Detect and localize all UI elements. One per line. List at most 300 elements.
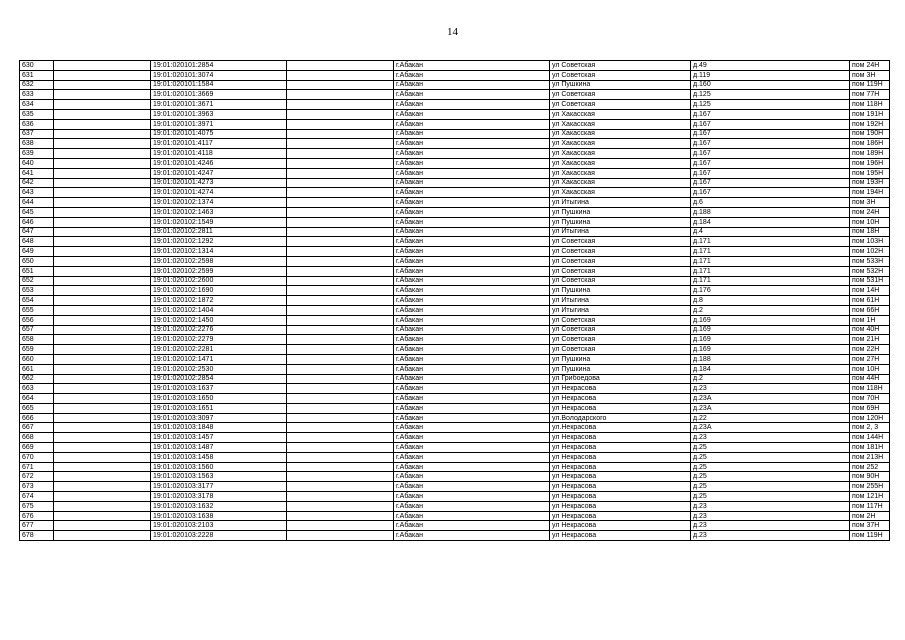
city-cell: г.Абакан bbox=[394, 227, 550, 237]
street-cell: ул Итыгина bbox=[550, 198, 691, 208]
registry-table bbox=[19, 60, 890, 541]
cadastral-number-cell: 19:01:020103:2228 bbox=[151, 531, 287, 541]
page-number: 14 bbox=[447, 26, 458, 38]
premises-cell: пом 3Н bbox=[850, 198, 890, 208]
city-cell: г.Абакан bbox=[394, 325, 550, 335]
empty-cell bbox=[54, 433, 151, 443]
premises-cell: пом 10Н bbox=[850, 217, 890, 227]
empty-cell bbox=[54, 158, 151, 168]
street-cell: ул Некрасова bbox=[550, 394, 691, 404]
row-number-cell: 647 bbox=[20, 227, 54, 237]
row-number-cell: 653 bbox=[20, 286, 54, 296]
house-number-cell: д.184 bbox=[691, 364, 850, 374]
table-row bbox=[20, 158, 890, 168]
table-row bbox=[20, 61, 890, 71]
cadastral-number-cell: 19:01:020103:1848 bbox=[151, 423, 287, 433]
empty-cell bbox=[54, 237, 151, 247]
premises-cell: пом 61Н bbox=[850, 296, 890, 306]
premises-cell: пом 3Н bbox=[850, 70, 890, 80]
street-cell: ул Некрасова bbox=[550, 452, 691, 462]
city-cell: г.Абакан bbox=[394, 482, 550, 492]
table-row bbox=[20, 237, 890, 247]
city-cell: г.Абакан bbox=[394, 276, 550, 286]
city-cell: г.Абакан bbox=[394, 462, 550, 472]
house-number-cell: д.25 bbox=[691, 443, 850, 453]
house-number-cell: д.184 bbox=[691, 217, 850, 227]
empty-cell bbox=[54, 501, 151, 511]
empty-cell bbox=[54, 217, 151, 227]
cadastral-number-cell: 19:01:020101:2854 bbox=[151, 61, 287, 71]
premises-cell: пом 44Н bbox=[850, 374, 890, 384]
street-cell: ул Советская bbox=[550, 247, 691, 257]
house-number-cell: д.125 bbox=[691, 90, 850, 100]
empty-cell bbox=[54, 394, 151, 404]
street-cell: ул Некрасова bbox=[550, 511, 691, 521]
house-number-cell: д.2 bbox=[691, 374, 850, 384]
city-cell: г.Абакан bbox=[394, 296, 550, 306]
cadastral-number-cell: 19:01:020101:3671 bbox=[151, 100, 287, 110]
city-cell: г.Абакан bbox=[394, 492, 550, 502]
empty-cell bbox=[287, 433, 394, 443]
cadastral-number-cell: 19:01:020103:2103 bbox=[151, 521, 287, 531]
cadastral-number-cell: 19:01:020102:2530 bbox=[151, 364, 287, 374]
table-row bbox=[20, 433, 890, 443]
row-number-cell: 648 bbox=[20, 237, 54, 247]
row-number-cell: 673 bbox=[20, 482, 54, 492]
city-cell: г.Абакан bbox=[394, 403, 550, 413]
empty-cell bbox=[287, 472, 394, 482]
cadastral-number-cell: 19:01:020103:3177 bbox=[151, 482, 287, 492]
city-cell: г.Абакан bbox=[394, 198, 550, 208]
street-cell: ул Итыгина bbox=[550, 227, 691, 237]
house-number-cell: д.169 bbox=[691, 335, 850, 345]
empty-cell bbox=[54, 168, 151, 178]
empty-cell bbox=[287, 492, 394, 502]
house-number-cell: д.167 bbox=[691, 178, 850, 188]
premises-cell: пом 27Н bbox=[850, 354, 890, 364]
city-cell: г.Абакан bbox=[394, 305, 550, 315]
house-number-cell: д.25 bbox=[691, 472, 850, 482]
row-number-cell: 666 bbox=[20, 413, 54, 423]
city-cell: г.Абакан bbox=[394, 217, 550, 227]
empty-cell bbox=[54, 413, 151, 423]
empty-cell bbox=[287, 266, 394, 276]
house-number-cell: д.169 bbox=[691, 315, 850, 325]
row-number-cell: 649 bbox=[20, 247, 54, 257]
city-cell: г.Абакан bbox=[394, 433, 550, 443]
street-cell: ул Хакасская bbox=[550, 119, 691, 129]
city-cell: г.Абакан bbox=[394, 315, 550, 325]
table-row bbox=[20, 149, 890, 159]
premises-cell: пом 103Н bbox=[850, 237, 890, 247]
cadastral-number-cell: 19:01:020101:3074 bbox=[151, 70, 287, 80]
city-cell: г.Абакан bbox=[394, 335, 550, 345]
row-number-cell: 646 bbox=[20, 217, 54, 227]
empty-cell bbox=[54, 256, 151, 266]
table-row bbox=[20, 364, 890, 374]
cadastral-number-cell: 19:01:020102:1374 bbox=[151, 198, 287, 208]
empty-cell bbox=[287, 521, 394, 531]
row-number-cell: 667 bbox=[20, 423, 54, 433]
premises-cell: пом 189Н bbox=[850, 149, 890, 159]
street-cell: ул Хакасская bbox=[550, 178, 691, 188]
empty-cell bbox=[54, 472, 151, 482]
city-cell: г.Абакан bbox=[394, 394, 550, 404]
house-number-cell: д.171 bbox=[691, 276, 850, 286]
row-number-cell: 630 bbox=[20, 61, 54, 71]
street-cell: ул.Володарского bbox=[550, 413, 691, 423]
house-number-cell: д.6 bbox=[691, 198, 850, 208]
premises-cell: пом 102Н bbox=[850, 247, 890, 257]
table-row bbox=[20, 403, 890, 413]
row-number-cell: 637 bbox=[20, 129, 54, 139]
cadastral-number-cell: 19:01:020103:1632 bbox=[151, 501, 287, 511]
table-row bbox=[20, 296, 890, 306]
empty-cell bbox=[287, 198, 394, 208]
street-cell: ул Советская bbox=[550, 100, 691, 110]
table-row bbox=[20, 227, 890, 237]
row-number-cell: 641 bbox=[20, 168, 54, 178]
city-cell: г.Абакан bbox=[394, 286, 550, 296]
city-cell: г.Абакан bbox=[394, 364, 550, 374]
street-cell: ул Пушкина bbox=[550, 217, 691, 227]
premises-cell: пом 119Н bbox=[850, 531, 890, 541]
empty-cell bbox=[54, 61, 151, 71]
table-row bbox=[20, 247, 890, 257]
empty-cell bbox=[287, 394, 394, 404]
city-cell: г.Абакан bbox=[394, 149, 550, 159]
street-cell: ул Советская bbox=[550, 276, 691, 286]
street-cell: ул Итыгина bbox=[550, 305, 691, 315]
row-number-cell: 636 bbox=[20, 119, 54, 129]
city-cell: г.Абакан bbox=[394, 374, 550, 384]
table-row bbox=[20, 70, 890, 80]
street-cell: ул Некрасова bbox=[550, 492, 691, 502]
row-number-cell: 663 bbox=[20, 384, 54, 394]
empty-cell bbox=[54, 315, 151, 325]
house-number-cell: д.23 bbox=[691, 511, 850, 521]
street-cell: ул Советская bbox=[550, 237, 691, 247]
city-cell: г.Абакан bbox=[394, 139, 550, 149]
empty-cell bbox=[287, 207, 394, 217]
house-number-cell: д.25 bbox=[691, 462, 850, 472]
table-row bbox=[20, 452, 890, 462]
empty-cell bbox=[54, 286, 151, 296]
table-row bbox=[20, 188, 890, 198]
city-cell: г.Абакан bbox=[394, 521, 550, 531]
row-number-cell: 654 bbox=[20, 296, 54, 306]
table-row bbox=[20, 462, 890, 472]
row-number-cell: 639 bbox=[20, 149, 54, 159]
premises-cell: пом 120Н bbox=[850, 413, 890, 423]
city-cell: г.Абакан bbox=[394, 501, 550, 511]
row-number-cell: 650 bbox=[20, 256, 54, 266]
cadastral-number-cell: 19:01:020102:1690 bbox=[151, 286, 287, 296]
cadastral-number-cell: 19:01:020101:4117 bbox=[151, 139, 287, 149]
empty-cell bbox=[54, 492, 151, 502]
premises-cell: пом 2, 3 bbox=[850, 423, 890, 433]
premises-cell: пом 119Н bbox=[850, 80, 890, 90]
empty-cell bbox=[54, 335, 151, 345]
empty-cell bbox=[287, 100, 394, 110]
premises-cell: пом 252 bbox=[850, 462, 890, 472]
house-number-cell: д.167 bbox=[691, 149, 850, 159]
cadastral-number-cell: 19:01:020101:4274 bbox=[151, 188, 287, 198]
house-number-cell: д.22 bbox=[691, 413, 850, 423]
premises-cell: пом 2Н bbox=[850, 511, 890, 521]
house-number-cell: д.125 bbox=[691, 100, 850, 110]
table-row bbox=[20, 100, 890, 110]
empty-cell bbox=[287, 70, 394, 80]
table-row bbox=[20, 315, 890, 325]
cadastral-number-cell: 19:01:020101:4118 bbox=[151, 149, 287, 159]
row-number-cell: 644 bbox=[20, 198, 54, 208]
street-cell: ул Советская bbox=[550, 335, 691, 345]
row-number-cell: 675 bbox=[20, 501, 54, 511]
empty-cell bbox=[54, 482, 151, 492]
premises-cell: пом 193Н bbox=[850, 178, 890, 188]
empty-cell bbox=[287, 227, 394, 237]
premises-cell: пом 195Н bbox=[850, 168, 890, 178]
cadastral-number-cell: 19:01:020102:2854 bbox=[151, 374, 287, 384]
city-cell: г.Абакан bbox=[394, 384, 550, 394]
empty-cell bbox=[287, 256, 394, 266]
premises-cell: пом 533Н bbox=[850, 256, 890, 266]
street-cell: ул Некрасова bbox=[550, 403, 691, 413]
premises-cell: пом 22Н bbox=[850, 345, 890, 355]
cadastral-number-cell: 19:01:020102:2279 bbox=[151, 335, 287, 345]
city-cell: г.Абакан bbox=[394, 61, 550, 71]
house-number-cell: д.171 bbox=[691, 237, 850, 247]
table-row bbox=[20, 423, 890, 433]
house-number-cell: д.167 bbox=[691, 168, 850, 178]
table-row bbox=[20, 325, 890, 335]
row-number-cell: 635 bbox=[20, 109, 54, 119]
house-number-cell: д.167 bbox=[691, 139, 850, 149]
cadastral-number-cell: 19:01:020103:1560 bbox=[151, 462, 287, 472]
city-cell: г.Абакан bbox=[394, 443, 550, 453]
premises-cell: пом 194Н bbox=[850, 188, 890, 198]
row-number-cell: 661 bbox=[20, 364, 54, 374]
premises-cell: пом 181Н bbox=[850, 443, 890, 453]
row-number-cell: 632 bbox=[20, 80, 54, 90]
city-cell: г.Абакан bbox=[394, 237, 550, 247]
empty-cell bbox=[287, 217, 394, 227]
table-row bbox=[20, 501, 890, 511]
empty-cell bbox=[287, 296, 394, 306]
street-cell: ул Хакасская bbox=[550, 188, 691, 198]
premises-cell: пом 10Н bbox=[850, 364, 890, 374]
city-cell: г.Абакан bbox=[394, 80, 550, 90]
street-cell: ул Итыгина bbox=[550, 296, 691, 306]
street-cell: ул Хакасская bbox=[550, 149, 691, 159]
street-cell: ул Советская bbox=[550, 325, 691, 335]
city-cell: г.Абакан bbox=[394, 119, 550, 129]
street-cell: ул Пушкина bbox=[550, 207, 691, 217]
cadastral-number-cell: 19:01:020102:2811 bbox=[151, 227, 287, 237]
city-cell: г.Абакан bbox=[394, 266, 550, 276]
cadastral-number-cell: 19:01:020101:3669 bbox=[151, 90, 287, 100]
empty-cell bbox=[54, 207, 151, 217]
empty-cell bbox=[54, 109, 151, 119]
empty-cell bbox=[54, 423, 151, 433]
cadastral-number-cell: 19:01:020102:1314 bbox=[151, 247, 287, 257]
house-number-cell: д.23 bbox=[691, 384, 850, 394]
row-number-cell: 656 bbox=[20, 315, 54, 325]
street-cell: ул Хакасская bbox=[550, 158, 691, 168]
street-cell: ул Советская bbox=[550, 90, 691, 100]
table-row bbox=[20, 374, 890, 384]
table-row bbox=[20, 178, 890, 188]
table-row bbox=[20, 276, 890, 286]
empty-cell bbox=[54, 462, 151, 472]
house-number-cell: д.160 bbox=[691, 80, 850, 90]
premises-cell: пом 190Н bbox=[850, 129, 890, 139]
premises-cell: пом 532Н bbox=[850, 266, 890, 276]
city-cell: г.Абакан bbox=[394, 413, 550, 423]
row-number-cell: 631 bbox=[20, 70, 54, 80]
empty-cell bbox=[54, 374, 151, 384]
table-row bbox=[20, 266, 890, 276]
premises-cell: пом 14Н bbox=[850, 286, 890, 296]
street-cell: ул Некрасова bbox=[550, 531, 691, 541]
row-number-cell: 640 bbox=[20, 158, 54, 168]
table-row bbox=[20, 472, 890, 482]
cadastral-number-cell: 19:01:020101:1584 bbox=[151, 80, 287, 90]
cadastral-number-cell: 19:01:020101:4246 bbox=[151, 158, 287, 168]
empty-cell bbox=[287, 443, 394, 453]
empty-cell bbox=[287, 501, 394, 511]
empty-cell bbox=[287, 403, 394, 413]
street-cell: ул Советская bbox=[550, 345, 691, 355]
city-cell: г.Абакан bbox=[394, 472, 550, 482]
premises-cell: пом 192Н bbox=[850, 119, 890, 129]
cadastral-number-cell: 19:01:020102:2599 bbox=[151, 266, 287, 276]
row-number-cell: 678 bbox=[20, 531, 54, 541]
cadastral-number-cell: 19:01:020102:1463 bbox=[151, 207, 287, 217]
premises-cell: пом 24Н bbox=[850, 61, 890, 71]
empty-cell bbox=[54, 80, 151, 90]
cadastral-number-cell: 19:01:020101:3963 bbox=[151, 109, 287, 119]
empty-cell bbox=[287, 178, 394, 188]
row-number-cell: 676 bbox=[20, 511, 54, 521]
city-cell: г.Абакан bbox=[394, 109, 550, 119]
empty-cell bbox=[287, 462, 394, 472]
house-number-cell: д.167 bbox=[691, 158, 850, 168]
house-number-cell: д.25 bbox=[691, 482, 850, 492]
empty-cell bbox=[287, 531, 394, 541]
house-number-cell: д.167 bbox=[691, 119, 850, 129]
city-cell: г.Абакан bbox=[394, 90, 550, 100]
table-row bbox=[20, 394, 890, 404]
table-row bbox=[20, 531, 890, 541]
city-cell: г.Абакан bbox=[394, 129, 550, 139]
row-number-cell: 655 bbox=[20, 305, 54, 315]
table-row bbox=[20, 345, 890, 355]
street-cell: ул Некрасова bbox=[550, 443, 691, 453]
cadastral-number-cell: 19:01:020102:1549 bbox=[151, 217, 287, 227]
row-number-cell: 634 bbox=[20, 100, 54, 110]
empty-cell bbox=[54, 276, 151, 286]
city-cell: г.Абакан bbox=[394, 178, 550, 188]
table-row bbox=[20, 384, 890, 394]
street-cell: ул Пушкина bbox=[550, 354, 691, 364]
row-number-cell: 633 bbox=[20, 90, 54, 100]
empty-cell bbox=[54, 511, 151, 521]
house-number-cell: д.167 bbox=[691, 188, 850, 198]
empty-cell bbox=[54, 443, 151, 453]
street-cell: ул Пушкина bbox=[550, 286, 691, 296]
cadastral-number-cell: 19:01:020101:4247 bbox=[151, 168, 287, 178]
row-number-cell: 652 bbox=[20, 276, 54, 286]
house-number-cell: д.23А bbox=[691, 394, 850, 404]
empty-cell bbox=[287, 188, 394, 198]
house-number-cell: д.8 bbox=[691, 296, 850, 306]
street-cell: ул Некрасова bbox=[550, 501, 691, 511]
table-row bbox=[20, 207, 890, 217]
city-cell: г.Абакан bbox=[394, 511, 550, 521]
house-number-cell: д.188 bbox=[691, 354, 850, 364]
house-number-cell: д.23 bbox=[691, 521, 850, 531]
empty-cell bbox=[54, 247, 151, 257]
empty-cell bbox=[287, 364, 394, 374]
row-number-cell: 659 bbox=[20, 345, 54, 355]
cadastral-number-cell: 19:01:020101:4273 bbox=[151, 178, 287, 188]
empty-cell bbox=[287, 482, 394, 492]
empty-cell bbox=[54, 325, 151, 335]
street-cell: ул Некрасова bbox=[550, 521, 691, 531]
city-cell: г.Абакан bbox=[394, 100, 550, 110]
empty-cell bbox=[287, 286, 394, 296]
table-row bbox=[20, 119, 890, 129]
cadastral-number-cell: 19:01:020103:1458 bbox=[151, 452, 287, 462]
table-row bbox=[20, 217, 890, 227]
row-number-cell: 674 bbox=[20, 492, 54, 502]
cadastral-number-cell: 19:01:020101:3971 bbox=[151, 119, 287, 129]
premises-cell: пом 40Н bbox=[850, 325, 890, 335]
premises-cell: пом 118Н bbox=[850, 384, 890, 394]
street-cell: ул.Некрасова bbox=[550, 423, 691, 433]
street-cell: ул Хакасская bbox=[550, 139, 691, 149]
empty-cell bbox=[54, 178, 151, 188]
empty-cell bbox=[287, 335, 394, 345]
empty-cell bbox=[287, 511, 394, 521]
empty-cell bbox=[54, 129, 151, 139]
cadastral-number-cell: 19:01:020102:1404 bbox=[151, 305, 287, 315]
city-cell: г.Абакан bbox=[394, 188, 550, 198]
city-cell: г.Абакан bbox=[394, 531, 550, 541]
row-number-cell: 668 bbox=[20, 433, 54, 443]
premises-cell: пом 1Н bbox=[850, 315, 890, 325]
city-cell: г.Абакан bbox=[394, 158, 550, 168]
table-row bbox=[20, 521, 890, 531]
premises-cell: пом 90Н bbox=[850, 472, 890, 482]
empty-cell bbox=[54, 305, 151, 315]
row-number-cell: 671 bbox=[20, 462, 54, 472]
empty-cell bbox=[54, 384, 151, 394]
cadastral-number-cell: 19:01:020102:2281 bbox=[151, 345, 287, 355]
premises-cell: пом 66Н bbox=[850, 305, 890, 315]
row-number-cell: 651 bbox=[20, 266, 54, 276]
empty-cell bbox=[287, 168, 394, 178]
empty-cell bbox=[287, 149, 394, 159]
street-cell: ул Советская bbox=[550, 61, 691, 71]
empty-cell bbox=[287, 423, 394, 433]
cadastral-number-cell: 19:01:020103:3097 bbox=[151, 413, 287, 423]
empty-cell bbox=[287, 276, 394, 286]
empty-cell bbox=[54, 354, 151, 364]
empty-cell bbox=[54, 188, 151, 198]
